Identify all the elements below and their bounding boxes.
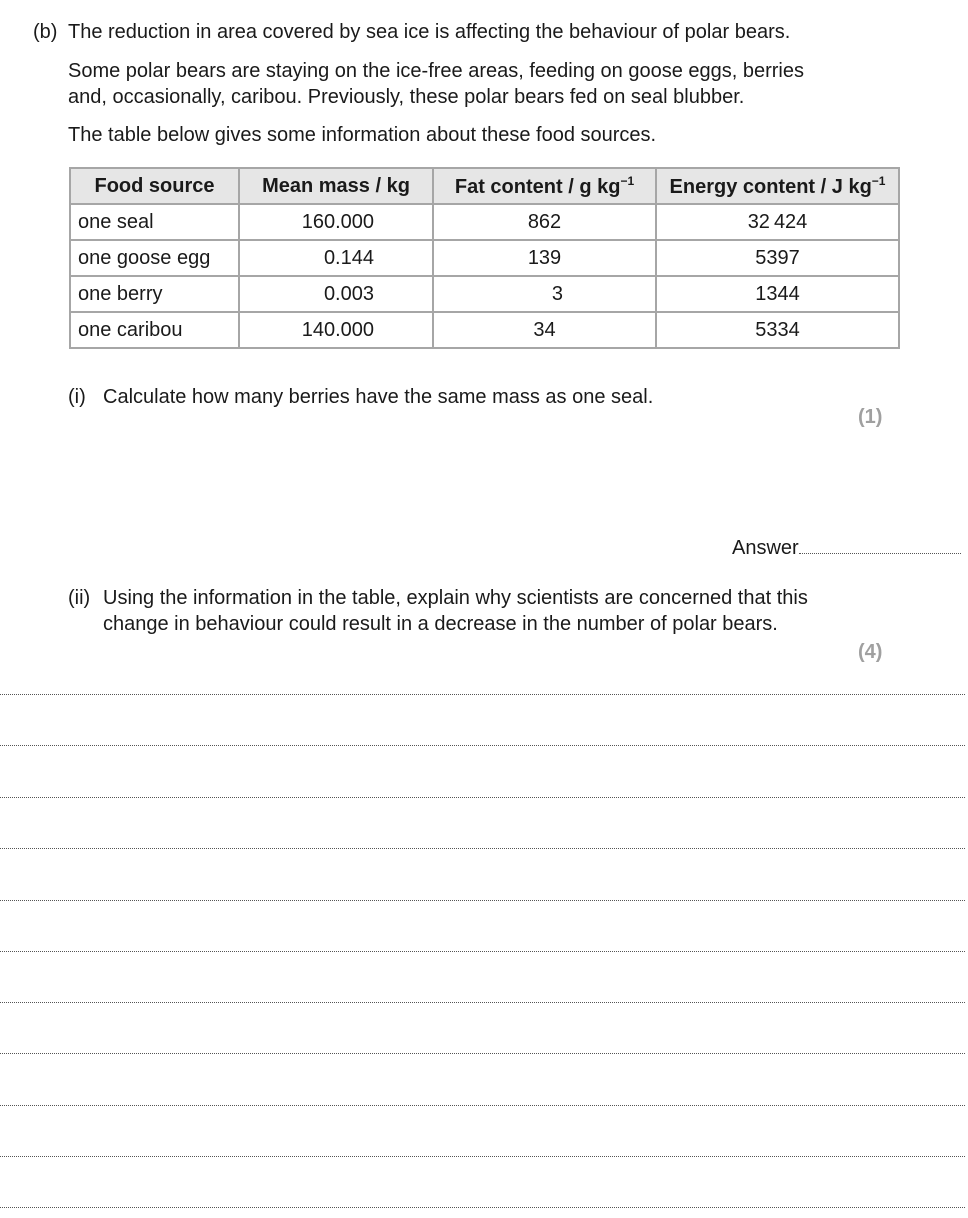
cell-energy: 32 424 [656, 204, 899, 240]
cell-fat: 139 [433, 240, 656, 276]
cell-energy: 5334 [656, 312, 899, 348]
answer-line[interactable] [0, 1002, 965, 1003]
cell-mass: 160.000 [239, 204, 433, 240]
question-stem: The reduction in area covered by sea ice is affecting the behaviour of polar bears. [68, 21, 791, 43]
answer-line[interactable] [0, 951, 965, 952]
part-ii-line-2: change in behaviour could result in a decrease in the number of polar bears. [103, 613, 778, 635]
question-label: (b) [33, 21, 58, 43]
answer-line[interactable] [0, 848, 965, 849]
header-energy-content [656, 168, 899, 204]
answer-line[interactable] [0, 900, 965, 901]
header-text: Food source [94, 174, 215, 197]
table-row [70, 312, 899, 348]
answer-line[interactable] [0, 1207, 965, 1208]
table-row [70, 204, 899, 240]
part-ii-label: (ii) [68, 587, 91, 609]
answer-line[interactable] [0, 694, 965, 695]
answer-line[interactable] [0, 745, 965, 746]
header-text: Energy content / J kg [669, 175, 872, 198]
answer-line[interactable] [0, 797, 965, 798]
header-text: Fat content / g kg [454, 175, 621, 198]
food-source-table [69, 167, 900, 349]
part-i-marks: (1) [858, 406, 883, 428]
part-ii-line-1: Using the information in the table, explain why scientists are concerned that this [103, 587, 808, 609]
table-row [70, 276, 899, 312]
cell-food: one caribou [70, 312, 239, 348]
part-i-label: (i) [68, 386, 86, 408]
part-ii-marks: (4) [858, 641, 883, 663]
table-header-row [70, 168, 899, 204]
header-fat-content [433, 168, 656, 204]
cell-food: one seal [70, 204, 239, 240]
cell-fat: 34 [433, 312, 656, 348]
cell-mass: 140.000 [239, 312, 433, 348]
cell-food: one berry [70, 276, 239, 312]
cell-fat: 862 [433, 204, 656, 240]
answer-label: Answer [732, 537, 799, 559]
header-mean-mass [239, 168, 433, 204]
answer-line[interactable] [0, 1053, 965, 1054]
answer-input-dots[interactable] [799, 553, 961, 554]
cell-energy: 1344 [656, 276, 899, 312]
table-intro: The table below gives some information about these food sources. [68, 124, 657, 146]
cell-fat: 3 [433, 276, 656, 312]
table-row [70, 240, 899, 276]
cell-energy: 5397 [656, 240, 899, 276]
part-i-text: Calculate how many berries have the same mass as one seal. [103, 386, 654, 408]
cell-mass: 0.144 [239, 240, 433, 276]
context-line-2: and, occasionally, caribou. Previously, these polar bears fed on seal blubber. [68, 86, 745, 108]
answer-line[interactable] [732, 537, 961, 560]
context-line-1: Some polar bears are staying on the ice-free areas, feeding on goose eggs, berries [68, 60, 804, 82]
superscript: −1 [871, 173, 886, 188]
header-text: Mean mass / kg [262, 174, 410, 197]
answer-line[interactable] [0, 1156, 965, 1157]
superscript: −1 [620, 173, 635, 188]
answer-line[interactable] [0, 1105, 965, 1106]
header-food-source [70, 168, 239, 204]
cell-mass: 0.003 [239, 276, 433, 312]
cell-food: one goose egg [70, 240, 239, 276]
